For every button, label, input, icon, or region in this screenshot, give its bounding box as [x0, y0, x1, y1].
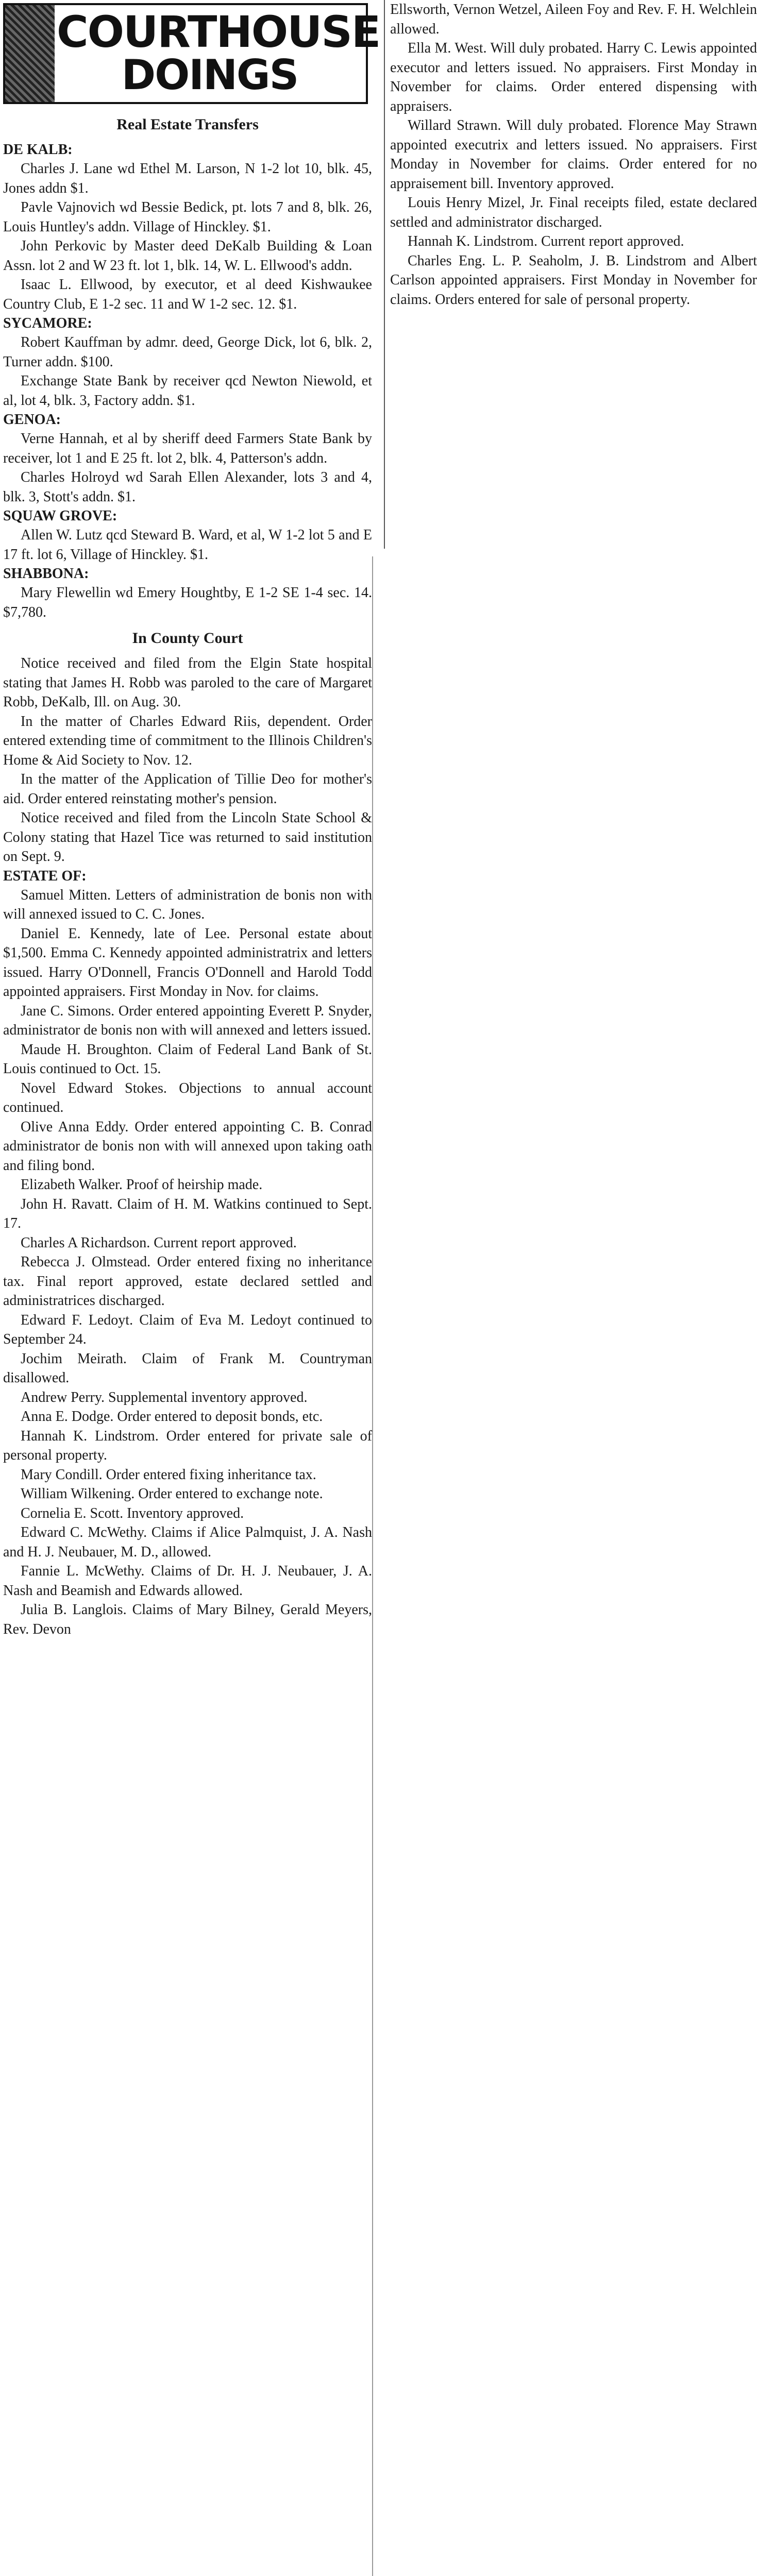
estate-item: Jane C. Simons. Order entered appointing Everett P. Snyder, administrator de bonis non with will annexed and letters issued. [3, 1003, 372, 1038]
continued-item: Willard Strawn. Will duly probated. Florence May Strawn appointed executrix and letters issued. No appraisers. First Monday in November for claims. Order entered for no appraisement bill. Inventory approved. [390, 117, 757, 192]
estate-item: Olive Anna Eddy. Order entered appointing C. B. Conrad administrator de bonis non with will annexed upon taking oath and filing bond. [3, 1118, 372, 1174]
estate-item: Cornelia E. Scott. Inventory approved. [21, 1505, 244, 1521]
transfer-item: Exchange State Bank by receiver qcd Newton Niewold, et al, lot 4, blk. 3, Factory addn. $1. [3, 373, 372, 409]
place-heading: SHABBONA: [3, 566, 89, 582]
transfers-heading: Real Estate Transfers [116, 116, 259, 133]
transfer-item: Robert Kauffman by admr. deed, George Dick, lot 6, blk. 2, Turner addn. $100. [3, 334, 372, 370]
estate-item: William Wilkening. Order entered to exchange note. [21, 1486, 323, 1502]
court-section [3, 654, 372, 867]
masthead [3, 3, 380, 104]
continued-item: Hannah K. Lindstrom. Current report approved. [408, 233, 684, 249]
estate-item: John H. Ravatt. Claim of H. M. Watkins continued to Sept. 17. [3, 1196, 372, 1231]
masthead-ornament [5, 5, 55, 102]
right-column [384, 0, 757, 549]
transfer-item: Verne Hannah, et al by sheriff deed Farmers State Bank by receiver, lot 1 and E 25 ft. lot 2, blk. 4, Patterson's addn. [3, 431, 372, 466]
transfer-item: Pavle Vajnovich wd Bessie Bedick, pt. lots 7 and 8, blk. 26, Louis Huntley's addn. Village of Hinckley. $1. [3, 199, 372, 235]
masthead-line-2: DOINGS [121, 51, 298, 99]
estate-item: Maude H. Broughton. Claim of Federal Land Bank of St. Louis continued to Oct. 15. [3, 1041, 372, 1077]
estate-item: Julia B. Langlois. Claims of Mary Bilney, Gerald Meyers, Rev. Devon [3, 1602, 372, 1637]
estate-item: Andrew Perry. Supplemental inventory approved. [21, 1389, 308, 1405]
estate-item: Daniel E. Kennedy, late of Lee. Personal estate about $1,500. Emma C. Kennedy appointed administratrix and letters issued. Harry O'Donnell, Francis O'Donnell and Harold Todd appointed appraisers. First Monday in Nov. for claims. [3, 925, 372, 999]
place-heading: SQUAW GROVE: [3, 508, 117, 524]
transfer-item: Charles J. Lane wd Ethel M. Larson, N 1-2 lot 10, blk. 45, Jones addn $1. [3, 161, 372, 196]
transfer-item: Isaac L. Ellwood, by executor, et al deed Kishwaukee Country Club, E 1-2 sec. 11 and W 1-2 sec. 12. $1. [3, 277, 372, 312]
transfer-item: Charles Holroyd wd Sarah Ellen Alexander, lots 3 and 4, blk. 3, Stott's addn. $1. [3, 469, 372, 505]
estate-item: Hannah K. Lindstrom. Order entered for private sale of personal property. [3, 1428, 372, 1463]
court-heading: In County Court [132, 630, 243, 647]
estate-item: Novel Edward Stokes. Objections to annual account continued. [3, 1080, 372, 1115]
court-notice: In the matter of Charles Edward Riis, dependent. Order entered extending time of commitment to the Illinois Children's Home & Aid Society to Nov. 12. [3, 713, 372, 768]
continued-item: Charles Eng. L. P. Seaholm, J. B. Lindstrom and Albert Carlson appointed appraisers. First Monday in November for claims. Orders entered for sale of personal property. [390, 252, 757, 308]
court-notice: Notice received and filed from the Elgin State hospital stating that James H. Robb was paroled to the care of Margaret Robb, DeKalb, Ill. on Aug. 30. [3, 655, 372, 710]
estates-section [3, 886, 372, 1639]
estate-item: Fannie L. McWethy. Claims of Dr. H. J. Neubauer, J. A. Nash and Beamish and Edwards allowed. [3, 1563, 372, 1599]
continued-item: Ellsworth, Vernon Wetzel, Aileen Foy and Rev. F. H. Welchlein allowed. [390, 2, 757, 37]
estate-item: Samuel Mitten. Letters of administration de bonis non with will annexed issued to C. C. Jones. [3, 887, 372, 922]
estate-item: Anna E. Dodge. Order entered to deposit bonds, etc. [21, 1409, 323, 1425]
court-notice: In the matter of the Application of Tillie Deo for mother's aid. Order entered reinstating mother's pension. [3, 771, 372, 807]
estate-item: Edward C. McWethy. Claims if Alice Palmquist, J. A. Nash and H. J. Neubauer, M. D., allowed. [3, 1524, 372, 1560]
left-column [3, 3, 380, 1639]
place-heading: DE KALB: [3, 142, 73, 158]
estate-item: Rebecca J. Olmstead. Order entered fixing no inheritance tax. Final report approved, estate declared settled and administratrices discharged. [3, 1254, 372, 1309]
continued-item: Louis Henry Mizel, Jr. Final receipts filed, estate declared settled and administrator discharged. [390, 195, 757, 230]
continued-item: Ella M. West. Will duly probated. Harry C. Lewis appointed executor and letters issued. No appraisers. First Monday in November for claims. Order entered dispensing with appraisers. [390, 40, 757, 114]
place-heading: GENOA: [3, 412, 61, 428]
place-heading: SYCAMORE: [3, 315, 92, 331]
court-notice: Notice received and filed from the Lincoln State School & Colony stating that Hazel Tice was returned to said institution on Sept. 9. [3, 810, 372, 865]
estate-item: Mary Condill. Order entered fixing inheritance tax. [21, 1466, 316, 1483]
estate-item: Charles A Richardson. Current report approved. [21, 1234, 297, 1251]
transfers-section [3, 140, 372, 622]
estate-item: Elizabeth Walker. Proof of heirship made. [21, 1177, 263, 1193]
transfer-item: Mary Flewellin wd Emery Houghtby, E 1-2 SE 1-4 sec. 14. $7,780. [3, 585, 372, 620]
masthead-line-1: COURTHOUSE [57, 7, 380, 57]
estate-item: Edward F. Ledoyt. Claim of Eva M. Ledoyt continued to September 24. [3, 1312, 372, 1347]
transfer-item: John Perkovic by Master deed DeKalb Building & Loan Assn. lot 2 and W 23 ft. lot 1, blk. 14, W. L. Ellwood's addn. [3, 238, 372, 274]
estate-item: Jochim Meirath. Claim of Frank M. Countryman disallowed. [3, 1350, 372, 1386]
transfer-item: Allen W. Lutz qcd Steward B. Ward, et al, W 1-2 lot 5 and E 17 ft. lot 6, Village of Hinckley. $1. [3, 527, 372, 563]
adjacent-column-fragment [372, 556, 394, 2576]
estate-label: ESTATE OF: [3, 868, 87, 884]
